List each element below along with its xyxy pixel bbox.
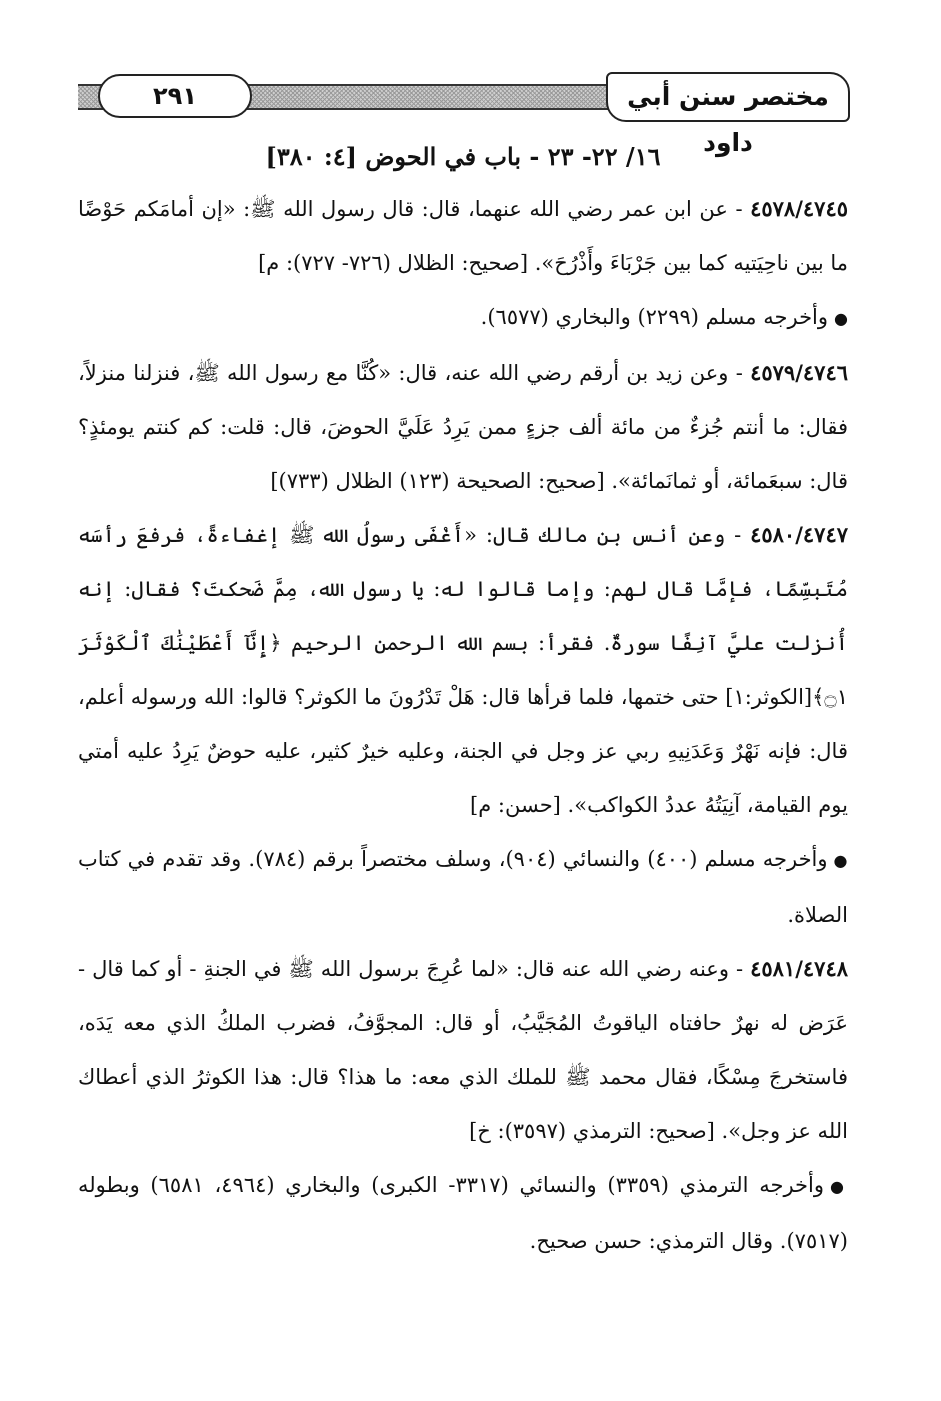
hadith-entry [78, 508, 848, 832]
bullet-icon: ● [830, 1177, 848, 1196]
takhrij-text: وأخرجه الترمذي (٣٣٥٩) والنسائي (٣٣١٧- الكبرى) والبخاري (٤٩٦٤، ٦٥٨١) وبطوله (٧٥١٧). وقال الترمذي: حسن صحيح. [78, 1173, 848, 1253]
hadith-text: - وعنه رضي الله عنه قال: «لما عُرِجَ برسول الله ﷺ في الجنةِ - أو كما قال - عَرَض له نهرٌ حافتاه الياقوتُ المُجَيَّبُ، أو قال: المجوَّفُ، فضرب الملكُ الذي معه يَدَه، فاستخرجَ مِسْكًا، فقال محمد ﷺ للملك الذي معه: ما هذا؟ قال: هذا الكوثرُ الذي أعطاك الله عز وجل». [صحيح: الترمذي (٣٥٩٧): خ] [78, 957, 848, 1143]
takhrij-text: وأخرجه مسلم (٤٠٠) والنسائي (٩٠٤)، وسلف مختصراً برقم (٧٨٤). وقد تقدم في كتاب الصلاة. [78, 847, 848, 927]
page-number: ٢٩١ [98, 74, 252, 118]
hadith-entry [78, 346, 848, 508]
hadith-text: - عن ابن عمر رضي الله عنهما، قال: قال رسول الله ﷺ: «إن أمامَكم حَوْضًا ما بين ناحِيَتيه كما بين جَرْبَاءَ وأَذْرُحَ». [صحيح: الظلال (٧٢٦- ٧٢٧): م] [78, 197, 848, 275]
takhrij-note [78, 290, 848, 346]
takhrij-note [78, 832, 848, 942]
hadith-text: - وعن زيد بن أرقم رضي الله عنه، قال: «كُنَّا مع رسول الله ﷺ، فنزلنا منزلاً، فقال: ما أنتم جُزءٌ من مائة ألف جزءٍ ممن يَرِدُ عَلَيَّ الحوضَ، قال: قلت: كم كنتم يومئذٍ؟ قال: سبعَمائة، أو ثمانَمائة». [صحيح: الصحيحة (١٢٣) الظلال (٧٣٣)] [78, 361, 848, 493]
book-title: مختصر سنن أبي داود [606, 72, 850, 122]
hadith-number: ٤٥٧٨/٤٧٤٥ [750, 196, 848, 221]
hadith-number: ٤٥٧٩/٤٧٤٦ [750, 360, 848, 385]
hadith-number: ٤٥٨٠/٤٧٤٧ [750, 522, 848, 547]
bullet-icon: ● [833, 851, 849, 870]
hadith-entry [78, 182, 848, 290]
takhrij-text: وأخرجه مسلم (٢٢٩٩) والبخاري (٦٥٧٧). [480, 305, 829, 329]
takhrij-note [78, 1158, 848, 1268]
hadith-number: ٤٥٨١/٤٧٤٨ [750, 956, 848, 981]
bullet-icon: ● [834, 309, 848, 328]
hadith-text: - وعن أنس بن مالك قال: «أَغْفَى رسولُ الله ﷺ إغفاءةً، فرفعَ رأسَه مُتَبسِّمًا، فإمَّا قال لهم: وإما قالوا له: يا رسول الله، مِمَّ ضَحكتَ؟ فقال: إنه أُنزلت عليَّ آنِفًا سورةٌ. فقرأ: بسم الله الرحمن الرحيم ﴿إِنَّآ أَعْطَيْنَٰكَ ٱلْكَوْثَرَ ۝١﴾[الكوثر:١] حتى ختمها، فلما قرأها قال: هَلْ تَدْرُونَ ما الكوثر؟ قالوا: الله ورسوله أعلم، قال: فإنه نَهْرٌ وَعَدَنِيهِ ربي عز وجل في الجنة، وعليه خيرٌ كثير، عليه حوضٌ يَرِدُ عليه أمتي يوم القيامة، آنِيَتُهُ عددُ الكواكب». [حسن: م] [78, 523, 848, 817]
page-body [78, 132, 848, 1268]
chapter-title: ١٦/ ٢٢- ٢٣ - باب في الحوض [٤: ٣٨٠] [265, 142, 661, 171]
hadith-entry [78, 942, 848, 1158]
